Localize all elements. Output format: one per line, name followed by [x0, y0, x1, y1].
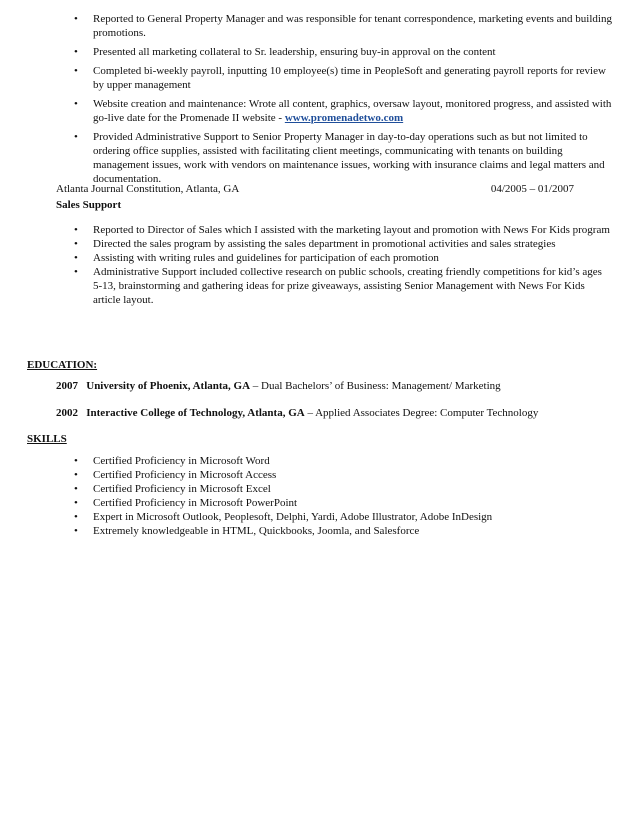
- bullet-text: Website creation and maintenance: Wrote all content, graphics, oversaw layout, monitored progress, and assisted with go-live date for the Promenade II website -: [93, 98, 612, 124]
- bullet-icon: •: [74, 525, 78, 537]
- list-item: [73, 524, 613, 538]
- education-heading: EDUCATION:: [27, 359, 98, 371]
- education-school: University of Phoenix, Atlanta, GA: [86, 380, 251, 392]
- bullet-icon: •: [74, 98, 78, 110]
- list-item: [73, 223, 613, 237]
- bullet-icon: •: [74, 46, 78, 58]
- education-school: Interactive College of Technology, Atlanta, GA: [86, 407, 305, 419]
- education-entry: [56, 379, 626, 393]
- bullet-icon: •: [74, 252, 78, 264]
- bullet-icon: •: [74, 266, 78, 278]
- website-link[interactable]: www.promenadetwo.com: [284, 112, 404, 124]
- bullet-icon: •: [74, 483, 78, 495]
- bullet-text: Reported to Director of Sales which I assisted with the marketing layout and promotion with News For Kids program: [93, 224, 610, 236]
- bullet-text: Reported to General Property Manager and was responsible for tenant correspondence, marketing events and building promotions.: [93, 13, 612, 39]
- bullet-text: Administrative Support included collective research on public schools, creating friendly competitions for kid’s ages 5-13, brainstorming and gathering ideas for prize giveaways, assisting Senior Management with News For Kids article layout.: [93, 266, 602, 306]
- previous-job-bullet-list: [73, 12, 613, 191]
- bullet-text: Provided Administrative Support to Senior Property Manager in day-to-day operations such as but not limited to ordering office supplies, assisted with facilitating client meetings, communicating with tenants on building management issues, work with vendors on maintenance issues, working with insurance claims and legal matters and documentation.: [93, 131, 605, 185]
- job-dates: 04/2005 – 01/2007: [490, 183, 574, 195]
- education-detail: – Applied Associates Degree: Computer Technology: [304, 407, 539, 419]
- job-title: Sales Support: [56, 199, 122, 211]
- bullet-icon: •: [74, 511, 78, 523]
- list-item: [73, 265, 613, 307]
- skill-text: Expert in Microsoft Outlook, Peoplesoft, Delphi, Yardi, Adobe Illustrator, Adobe InDesign: [93, 511, 493, 523]
- skill-text: Certified Proficiency in Microsoft Access: [93, 469, 277, 481]
- bullet-icon: •: [74, 13, 78, 25]
- bullet-icon: •: [74, 65, 78, 77]
- bullet-text: Assisting with writing rules and guidelines for participation of each promotion: [93, 252, 439, 264]
- list-item: [73, 97, 613, 125]
- skill-text: Certified Proficiency in Microsoft PowerPoint: [93, 497, 298, 509]
- bullet-text: Completed bi-weekly payroll, inputting 10 employee(s) time in PeopleSoft and generating payroll reports for review by upper management: [93, 65, 606, 91]
- job-company: Atlanta Journal Constitution, Atlanta, GA: [56, 183, 240, 195]
- list-item: [73, 237, 613, 251]
- bullet-text: Directed the sales program by assisting the sales department in promotional activities and sales strategies: [93, 238, 556, 250]
- skills-list: [73, 454, 613, 538]
- list-item: [73, 510, 613, 524]
- education-entry: [56, 406, 626, 420]
- bullet-icon: •: [74, 497, 78, 509]
- skill-text: Certified Proficiency in Microsoft Word: [93, 455, 270, 467]
- bullet-text: Presented all marketing collateral to Sr. leadership, ensuring buy-in approval on the content: [93, 46, 496, 58]
- job-bullet-list: [73, 223, 613, 307]
- list-item: [73, 468, 613, 482]
- list-item: [73, 496, 613, 510]
- skill-text: Extremely knowledgeable in HTML, Quickbooks, Joomla, and Salesforce: [93, 525, 420, 537]
- list-item: [73, 12, 613, 40]
- bullet-icon: •: [74, 455, 78, 467]
- list-item: [73, 454, 613, 468]
- list-item: [73, 482, 613, 496]
- bullet-icon: •: [74, 224, 78, 236]
- skill-text: Certified Proficiency in Microsoft Excel: [93, 483, 271, 495]
- bullet-icon: •: [74, 131, 78, 143]
- education-year: 2002: [56, 407, 78, 419]
- list-item: [73, 45, 613, 59]
- education-detail: – Dual Bachelors’ of Business: Management/ Marketing: [250, 380, 501, 392]
- list-item: [73, 251, 613, 265]
- bullet-icon: •: [74, 469, 78, 481]
- bullet-icon: •: [74, 238, 78, 250]
- education-year: 2007: [56, 380, 78, 392]
- skills-heading: SKILLS: [27, 433, 67, 445]
- list-item: [73, 64, 613, 92]
- list-item: [73, 130, 613, 186]
